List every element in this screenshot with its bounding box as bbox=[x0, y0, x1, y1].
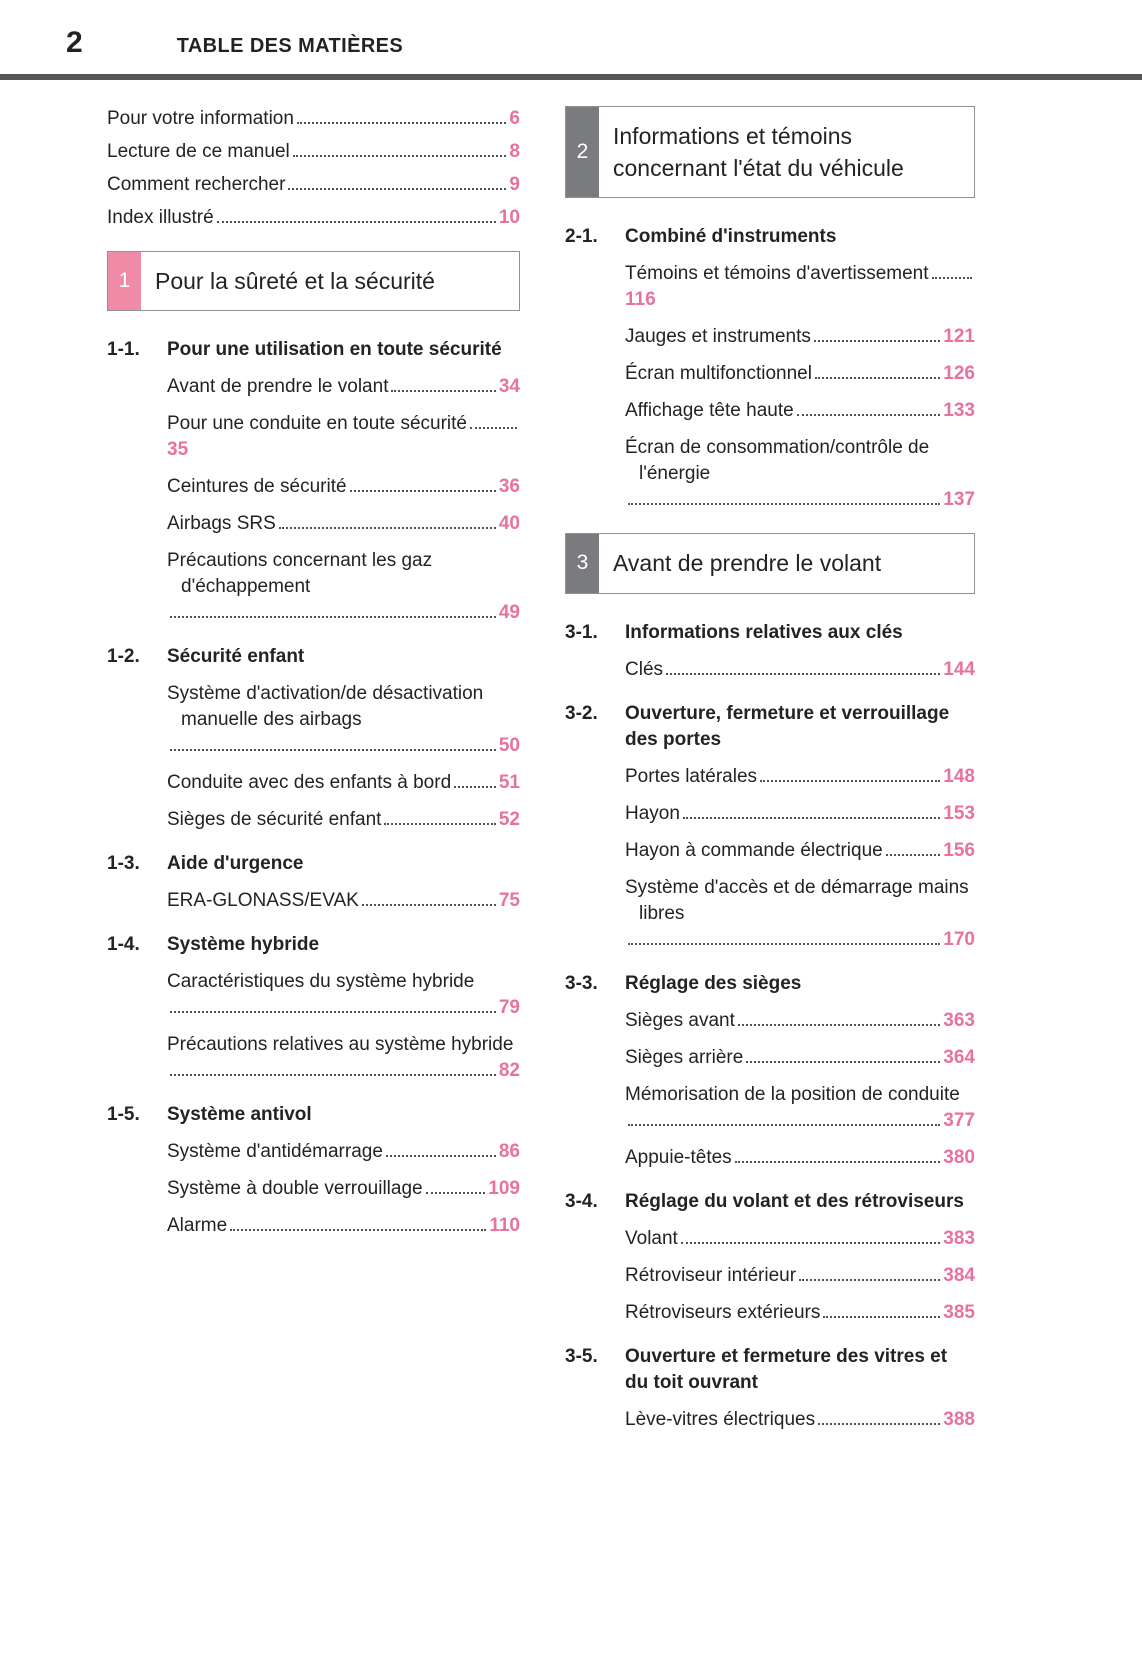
dot-leader bbox=[799, 1279, 940, 1281]
entry-label: Ceintures de sécurité bbox=[167, 476, 347, 498]
dot-leader bbox=[818, 1423, 940, 1425]
entry-label: Avant de prendre le volant bbox=[167, 376, 389, 398]
entry-page: 109 bbox=[488, 1178, 520, 1200]
toc-entry bbox=[167, 511, 520, 537]
chapter-2-box bbox=[565, 106, 975, 198]
toc-entry bbox=[625, 1407, 975, 1433]
dot-leader bbox=[391, 390, 495, 392]
subsection-number: 3-1. bbox=[565, 621, 598, 643]
entry-page: 377 bbox=[943, 1109, 975, 1131]
dot-leader bbox=[426, 1192, 486, 1194]
entry-label: ERA-GLONASS/EVAK bbox=[167, 890, 359, 912]
subsection-entries bbox=[625, 1407, 975, 1433]
dot-leader bbox=[386, 1155, 496, 1157]
entry-label: Conduite avec des enfants à bord bbox=[167, 772, 452, 794]
subsection-heading bbox=[107, 851, 520, 877]
entry-page: 144 bbox=[943, 658, 975, 680]
subsection-title: Système antivol bbox=[167, 1104, 312, 1126]
dot-leader bbox=[628, 503, 940, 505]
subsection-group-1-4 bbox=[107, 932, 520, 1084]
entry-label: Jauges et instruments bbox=[625, 326, 811, 348]
entry-page: 156 bbox=[943, 839, 975, 861]
entry-label: Pour une conduite en toute sécurité bbox=[167, 413, 467, 435]
chapter-number: 3 bbox=[576, 551, 589, 575]
dot-leader bbox=[170, 1011, 496, 1013]
entry-page: 385 bbox=[943, 1301, 975, 1323]
toc-entry bbox=[167, 1213, 520, 1239]
entry-page: 82 bbox=[498, 1060, 520, 1082]
toc-content bbox=[0, 80, 1142, 1451]
toc-entry bbox=[167, 411, 520, 463]
entry-label: Volant bbox=[625, 1227, 678, 1249]
entry-page: 153 bbox=[943, 802, 975, 824]
subsection-heading bbox=[565, 224, 975, 250]
entry-label: Sièges avant bbox=[625, 1009, 735, 1031]
subsection-title: Réglage des sièges bbox=[625, 972, 802, 994]
toc-entry bbox=[625, 657, 975, 683]
entry-label: Comment rechercher bbox=[107, 174, 286, 195]
entry-page: 75 bbox=[498, 890, 520, 912]
subsection-number: 1-2. bbox=[107, 646, 140, 668]
toc-column-left bbox=[107, 106, 520, 1451]
entry-label: Système à double verrouillage bbox=[167, 1178, 423, 1200]
entry-page: 35 bbox=[167, 439, 189, 461]
subsection-entries bbox=[625, 764, 975, 953]
toc-entry bbox=[625, 361, 975, 387]
entry-label: Sièges de sécurité enfant bbox=[167, 809, 382, 831]
dot-leader bbox=[293, 155, 507, 157]
entry-page: 36 bbox=[498, 476, 520, 498]
entry-page: 363 bbox=[943, 1009, 975, 1031]
subsection-group-3-5 bbox=[565, 1344, 975, 1433]
entry-page: 86 bbox=[498, 1141, 520, 1163]
chapter-title: Pour la sûreté et la sécurité bbox=[155, 268, 435, 294]
toc-entry bbox=[167, 1176, 520, 1202]
dot-leader bbox=[350, 490, 496, 492]
subsection-title: Système hybride bbox=[167, 934, 320, 956]
entry-page: 170 bbox=[943, 928, 975, 950]
toc-entry bbox=[625, 324, 975, 350]
subsection-group-3-4 bbox=[565, 1189, 975, 1326]
subsection-heading bbox=[107, 932, 520, 958]
entry-label: Clés bbox=[625, 658, 664, 680]
toc-entry bbox=[625, 1045, 975, 1071]
entry-page: 364 bbox=[943, 1046, 975, 1068]
entry-page: 380 bbox=[943, 1146, 975, 1168]
subsection-group-3-1 bbox=[565, 620, 975, 683]
dot-leader bbox=[738, 1024, 940, 1026]
entry-label: Hayon bbox=[625, 802, 680, 824]
toc-column-right bbox=[565, 106, 975, 1451]
toc-entry bbox=[107, 106, 520, 132]
entry-page: 110 bbox=[489, 1215, 520, 1237]
dot-leader bbox=[932, 277, 972, 279]
subsection-number: 3-5. bbox=[565, 1345, 598, 1367]
entry-label: Sièges arrière bbox=[625, 1046, 744, 1068]
entry-label: Index illustré bbox=[107, 207, 214, 228]
subsection-heading bbox=[107, 1102, 520, 1128]
dot-leader bbox=[454, 786, 496, 788]
subsection-title: Informations relatives aux clés bbox=[625, 621, 903, 643]
toc-entry bbox=[625, 801, 975, 827]
toc-entry bbox=[625, 1008, 975, 1034]
toc-entry bbox=[167, 969, 520, 1021]
entry-page: 384 bbox=[943, 1264, 975, 1286]
dot-leader bbox=[797, 414, 941, 416]
subsection-heading bbox=[107, 644, 520, 670]
entry-page: 116 bbox=[625, 289, 656, 311]
chapter-number: 1 bbox=[118, 269, 131, 293]
entry-label: Airbags SRS bbox=[167, 513, 276, 535]
entry-page: 40 bbox=[498, 513, 520, 535]
chapter-title: Avant de prendre le volant bbox=[613, 550, 882, 577]
subsection-heading bbox=[565, 620, 975, 646]
entry-page: 133 bbox=[943, 400, 975, 422]
subsection-heading bbox=[565, 1344, 975, 1396]
page-number: 2 bbox=[66, 26, 83, 59]
chapter-1-box bbox=[107, 251, 520, 311]
subsection-entries bbox=[167, 1139, 520, 1239]
subsection-group-2-1 bbox=[565, 224, 975, 513]
entry-label: Pour votre information bbox=[107, 108, 294, 129]
subsection-group-1-2 bbox=[107, 644, 520, 833]
toc-entry bbox=[167, 1139, 520, 1165]
toc-entry bbox=[625, 261, 975, 313]
chapter-title: Informations et témoins concernant l'état du véhicule bbox=[613, 123, 904, 182]
dot-leader bbox=[886, 854, 941, 856]
dot-leader bbox=[628, 1124, 940, 1126]
entry-label: Lecture de ce manuel bbox=[107, 141, 290, 162]
entry-page: 121 bbox=[943, 326, 975, 348]
entry-label: Lève-vitres électriques bbox=[625, 1408, 816, 1430]
dot-leader bbox=[170, 616, 496, 618]
entry-page: 49 bbox=[498, 602, 520, 624]
dot-leader bbox=[814, 340, 940, 342]
entry-page: 137 bbox=[943, 489, 975, 511]
dot-leader bbox=[681, 1242, 940, 1244]
subsection-entries bbox=[167, 681, 520, 833]
dot-leader bbox=[170, 1074, 496, 1076]
toc-entry bbox=[167, 548, 520, 626]
subsection-number: 3-4. bbox=[565, 1190, 598, 1212]
toc-entry bbox=[167, 374, 520, 400]
dot-leader bbox=[297, 122, 507, 124]
subsection-title: Ouverture, fermeture et verrouillage des portes bbox=[625, 702, 950, 750]
chapter-number: 2 bbox=[576, 140, 589, 164]
subsection-group-3-2 bbox=[565, 701, 975, 953]
entry-label: Témoins et témoins d'avertissement bbox=[625, 263, 929, 285]
chapter-number-tab bbox=[566, 534, 599, 592]
chapter-number-tab bbox=[566, 107, 599, 197]
entry-page: 79 bbox=[498, 997, 520, 1019]
subsection-title: Réglage du volant et des rétroviseurs bbox=[625, 1190, 964, 1212]
subsection-number: 1-3. bbox=[107, 853, 140, 875]
dot-leader bbox=[217, 221, 496, 223]
page-title: TABLE DES MATIÈRES bbox=[176, 35, 404, 57]
subsection-number: 1-4. bbox=[107, 934, 140, 956]
dot-leader bbox=[288, 188, 506, 190]
dot-leader bbox=[823, 1316, 940, 1318]
toc-entry bbox=[625, 764, 975, 790]
entry-label: Précautions concernant les gaz d'échappement bbox=[167, 550, 433, 598]
front-links bbox=[107, 106, 520, 231]
dot-leader bbox=[735, 1161, 941, 1163]
toc-entry bbox=[107, 205, 520, 231]
subsection-entries bbox=[167, 969, 520, 1084]
entry-page: 8 bbox=[509, 141, 520, 162]
toc-entry bbox=[167, 888, 520, 914]
entry-page: 51 bbox=[498, 772, 520, 794]
subsection-title: Sécurité enfant bbox=[167, 646, 305, 668]
entry-page: 148 bbox=[943, 765, 975, 787]
entry-label: Système d'activation/de désactivation manuelle des airbags bbox=[167, 683, 484, 731]
toc-entry bbox=[167, 681, 520, 759]
subsection-title: Ouverture et fermeture des vitres et du toit ouvrant bbox=[625, 1345, 948, 1393]
subsection-entries bbox=[625, 1226, 975, 1326]
toc-entry bbox=[625, 1263, 975, 1289]
dot-leader bbox=[683, 817, 940, 819]
entry-page: 383 bbox=[943, 1227, 975, 1249]
dot-leader bbox=[760, 780, 940, 782]
subsection-entries bbox=[625, 261, 975, 513]
toc-entry bbox=[167, 770, 520, 796]
toc-entry bbox=[625, 398, 975, 424]
entry-label: Appuie-têtes bbox=[625, 1146, 732, 1168]
subsection-heading bbox=[107, 337, 520, 363]
toc-entry bbox=[107, 172, 520, 198]
subsection-number: 1-5. bbox=[107, 1104, 140, 1126]
entry-page: 52 bbox=[498, 809, 520, 831]
page-header bbox=[0, 0, 1142, 74]
entry-page: 34 bbox=[498, 376, 520, 398]
subsection-number: 3-3. bbox=[565, 972, 598, 994]
subsection-group-1-5 bbox=[107, 1102, 520, 1239]
entry-page: 50 bbox=[498, 735, 520, 757]
subsection-number: 2-1. bbox=[565, 226, 598, 248]
toc-entry bbox=[167, 1032, 520, 1084]
toc-entry bbox=[625, 435, 975, 513]
toc-entry bbox=[625, 838, 975, 864]
subsection-entries bbox=[167, 888, 520, 914]
subsection-number: 1-1. bbox=[107, 339, 140, 361]
chapter-number-tab bbox=[108, 252, 141, 310]
toc-entry bbox=[167, 807, 520, 833]
entry-label: Mémorisation de la position de conduite bbox=[625, 1083, 960, 1105]
chapter-3-box bbox=[565, 533, 975, 593]
subsection-group-3-3 bbox=[565, 971, 975, 1171]
subsection-entries bbox=[167, 374, 520, 626]
dot-leader bbox=[746, 1061, 940, 1063]
toc-entry bbox=[625, 1226, 975, 1252]
entry-label: Affichage tête haute bbox=[625, 400, 794, 422]
subsection-heading bbox=[565, 701, 975, 753]
dot-leader bbox=[628, 943, 940, 945]
entry-label: Système d'antidémarrage bbox=[167, 1141, 383, 1163]
subsection-heading bbox=[565, 1189, 975, 1215]
entry-label: Système d'accès et de démarrage mains libres bbox=[625, 876, 969, 924]
subsection-group-1-3 bbox=[107, 851, 520, 914]
subsection-title: Pour une utilisation en toute sécurité bbox=[167, 339, 502, 361]
entry-label: Caractéristiques du système hybride bbox=[167, 971, 475, 993]
entry-page: 388 bbox=[943, 1408, 975, 1430]
dot-leader bbox=[666, 673, 940, 675]
subsection-number: 3-2. bbox=[565, 702, 598, 724]
dot-leader bbox=[470, 427, 517, 429]
entry-label: Hayon à commande électrique bbox=[625, 839, 883, 861]
toc-entry bbox=[625, 1145, 975, 1171]
toc-entry bbox=[167, 474, 520, 500]
subsection-title: Aide d'urgence bbox=[167, 853, 304, 875]
subsection-title: Combiné d'instruments bbox=[625, 226, 837, 248]
entry-label: Écran multifonctionnel bbox=[625, 363, 812, 385]
subsection-entries bbox=[625, 1008, 975, 1171]
entry-label: Rétroviseur intérieur bbox=[625, 1264, 797, 1286]
entry-page: 10 bbox=[498, 207, 520, 228]
subsection-heading bbox=[565, 971, 975, 997]
entry-label: Portes latérales bbox=[625, 765, 758, 787]
dot-leader bbox=[384, 823, 495, 825]
dot-leader bbox=[815, 377, 940, 379]
entry-label: Rétroviseurs extérieurs bbox=[625, 1301, 821, 1323]
entry-page: 126 bbox=[943, 363, 975, 385]
subsection-entries bbox=[625, 657, 975, 683]
dot-leader bbox=[230, 1229, 486, 1231]
entry-page: 6 bbox=[509, 108, 520, 129]
toc-entry bbox=[625, 1300, 975, 1326]
toc-entry bbox=[107, 139, 520, 165]
toc-entry bbox=[625, 875, 975, 953]
subsection-group-1-1 bbox=[107, 337, 520, 626]
entry-label: Précautions relatives au système hybride bbox=[167, 1034, 514, 1056]
entry-page: 9 bbox=[509, 174, 520, 195]
toc-entry bbox=[625, 1082, 975, 1134]
entry-label: Écran de consommation/contrôle de l'énergie bbox=[625, 437, 930, 485]
dot-leader bbox=[279, 527, 496, 529]
entry-label: Alarme bbox=[167, 1215, 228, 1237]
dot-leader bbox=[362, 904, 496, 906]
dot-leader bbox=[170, 749, 496, 751]
